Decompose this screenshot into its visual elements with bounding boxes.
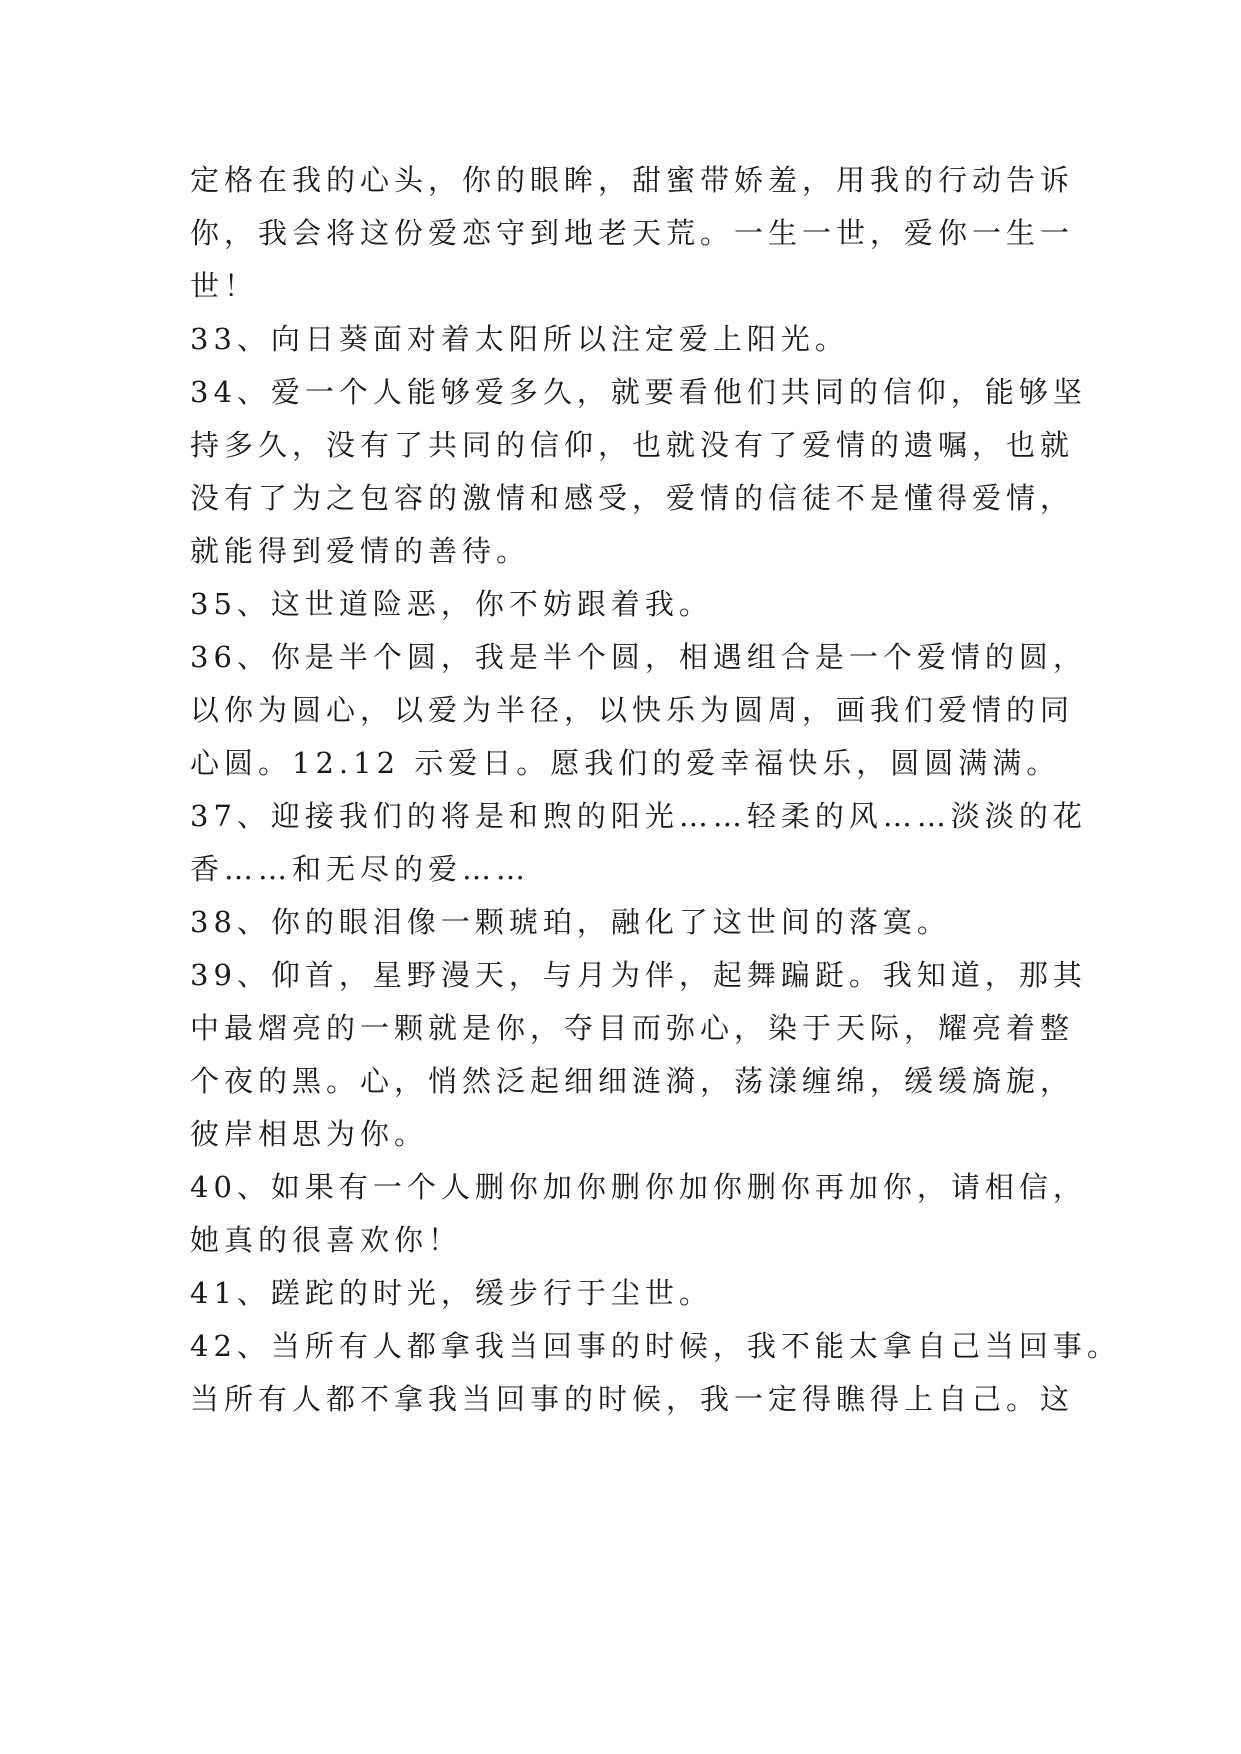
text-line: 35、这世道险恶，你不妨跟着我。	[190, 587, 713, 621]
text-line: 她真的很喜欢你！	[190, 1223, 463, 1257]
text-line: 当所有人都不拿我当回事的时候，我一定得瞧得上自己。这	[190, 1382, 1075, 1416]
text-line: 以你为圆心，以爱为半径，以快乐为圆周，画我们爱情的同	[190, 693, 1075, 727]
text-line: 39、仰首，星野漫天，与月为伴，起舞蹁跹。我知道，那其	[190, 958, 1087, 992]
text-line: 定格在我的心头，你的眼眸，甜蜜带娇羞，用我的行动告诉	[190, 163, 1075, 197]
text-line: 34、爱一个人能够爱多久，就要看他们共同的信仰，能够坚	[190, 375, 1087, 409]
text-line: 38、你的眼泪像一颗琥珀，融化了这世间的落寞。	[190, 905, 951, 939]
text-line: 你，我会将这份爱恋守到地老天荒。一生一世，爱你一生一	[190, 216, 1075, 250]
text-line: 33、向日葵面对着太阳所以注定爱上阳光。	[190, 322, 849, 356]
text-line: 持多久，没有了共同的信仰，也就没有了爱情的遗嘱，也就	[190, 428, 1075, 462]
text-line: 世！	[190, 269, 259, 303]
text-line: 41、蹉跎的时光，缓步行于尘世。	[190, 1276, 713, 1310]
text-line: 个夜的黑。心，悄然泛起细细涟漪，荡漾缠绵，缓缓旖旎，	[190, 1064, 1075, 1098]
text-line: 37、迎接我们的将是和煦的阳光……轻柔的风……淡淡的花	[190, 799, 1087, 833]
text-line: 就能得到爱情的善待。	[190, 534, 531, 568]
text-line: 42、当所有人都拿我当回事的时候，我不能太拿自己当回事。	[190, 1329, 1121, 1363]
text-line: 中最熠亮的一颗就是你，夺目而弥心，染于天际，耀亮着整	[190, 1011, 1075, 1045]
text-line: 香……和无尽的爱……	[190, 852, 531, 886]
text-line: 彼岸相思为你。	[190, 1117, 429, 1151]
text-line: 没有了为之包容的激情和感受，爱情的信徒不是懂得爱情，	[190, 481, 1075, 515]
text-line: 40、如果有一个人删你加你删你加你删你再加你，请相信，	[190, 1170, 1087, 1204]
text-line: 36、你是半个圆，我是半个圆，相遇组合是一个爱情的圆，	[190, 640, 1087, 674]
text-line: 心圆。12.12 示爱日。愿我们的爱幸福快乐，圆圆满满。	[190, 746, 1061, 780]
